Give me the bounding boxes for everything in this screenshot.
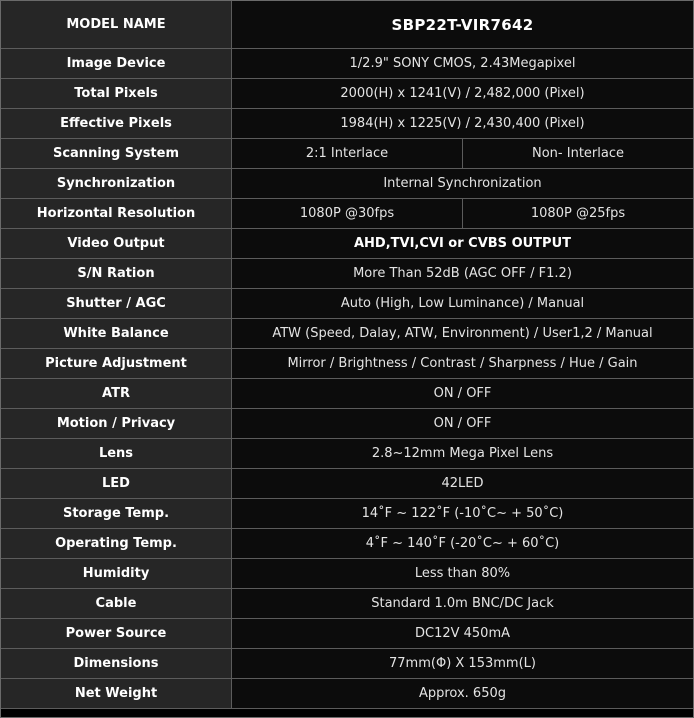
model-name-label: MODEL NAME — [1, 1, 232, 49]
spec-row-motion-privacy — [1, 409, 694, 439]
spec-row-effective-pixels — [1, 109, 694, 139]
spec-value: DC12V 450mA — [232, 619, 694, 649]
spec-value: AHD,TVI,CVI or CVBS OUTPUT — [232, 229, 694, 259]
spec-label: Motion / Privacy — [1, 409, 232, 439]
spec-value-30fps: 1080P @30fps — [232, 199, 463, 229]
spec-row-image-device — [1, 49, 694, 79]
spec-label: Cable — [1, 589, 232, 619]
spec-value: Approx. 650g — [232, 679, 694, 709]
spec-label: Effective Pixels — [1, 109, 232, 139]
spec-label: Lens — [1, 439, 232, 469]
spec-row-scanning-system — [1, 139, 694, 169]
spec-row-video-output — [1, 229, 694, 259]
spec-row-storage-temp — [1, 499, 694, 529]
spec-label: S/N Ration — [1, 259, 232, 289]
spec-row-horizontal-resolution — [1, 199, 694, 229]
spec-value: 1984(H) x 1225(V) / 2,430,400 (Pixel) — [232, 109, 694, 139]
spec-row-white-balance — [1, 319, 694, 349]
spec-label: Net Weight — [1, 679, 232, 709]
spec-value: More Than 52dB (AGC OFF / F1.2) — [232, 259, 694, 289]
spec-label: Dimensions — [1, 649, 232, 679]
model-name-row — [1, 1, 694, 49]
model-name-value: SBP22T-VIR7642 — [232, 1, 694, 49]
spec-value-25fps: 1080P @25fps — [463, 199, 694, 229]
spec-label: Storage Temp. — [1, 499, 232, 529]
spec-value-interlace: 2:1 Interlace — [232, 139, 463, 169]
spec-row-operating-temp — [1, 529, 694, 559]
spec-label: Horizontal Resolution — [1, 199, 232, 229]
spec-value: 77mm(Φ) X 153mm(L) — [232, 649, 694, 679]
spec-row-net-weight — [1, 679, 694, 709]
spec-value: Less than 80% — [232, 559, 694, 589]
spec-row-total-pixels — [1, 79, 694, 109]
spec-label: LED — [1, 469, 232, 499]
spec-value: Auto (High, Low Luminance) / Manual — [232, 289, 694, 319]
spec-row-shutter-agc — [1, 289, 694, 319]
spec-value: Internal Synchronization — [232, 169, 694, 199]
spec-value: 4˚F ~ 140˚F (-20˚C~ + 60˚C) — [232, 529, 694, 559]
spec-value: 2000(H) x 1241(V) / 2,482,000 (Pixel) — [232, 79, 694, 109]
spec-value: Mirror / Brightness / Contrast / Sharpness / Hue / Gain — [232, 349, 694, 379]
spec-row-led — [1, 469, 694, 499]
spec-row-synchronization — [1, 169, 694, 199]
spec-value: 14˚F ~ 122˚F (-10˚C~ + 50˚C) — [232, 499, 694, 529]
spec-label: Humidity — [1, 559, 232, 589]
spec-label: Scanning System — [1, 139, 232, 169]
spec-value: Standard 1.0m BNC/DC Jack — [232, 589, 694, 619]
spec-value: ON / OFF — [232, 409, 694, 439]
spec-row-humidity — [1, 559, 694, 589]
spec-value: 42LED — [232, 469, 694, 499]
spec-value-non-interlace: Non- Interlace — [463, 139, 694, 169]
spec-label: Total Pixels — [1, 79, 232, 109]
spec-label: Synchronization — [1, 169, 232, 199]
spec-row-sn-ration — [1, 259, 694, 289]
spec-row-dimensions — [1, 649, 694, 679]
spec-row-lens — [1, 439, 694, 469]
spec-value: ATW (Speed, Dalay, ATW, Environment) / User1,2 / Manual — [232, 319, 694, 349]
spec-value: 1/2.9" SONY CMOS, 2.43Megapixel — [232, 49, 694, 79]
spec-label: Video Output — [1, 229, 232, 259]
spec-label: Image Device — [1, 49, 232, 79]
spec-label: Shutter / AGC — [1, 289, 232, 319]
spec-label: White Balance — [1, 319, 232, 349]
spec-row-power-source — [1, 619, 694, 649]
spec-label: Picture Adjustment — [1, 349, 232, 379]
spec-value: 2.8~12mm Mega Pixel Lens — [232, 439, 694, 469]
spec-label: Operating Temp. — [1, 529, 232, 559]
spec-row-cable — [1, 589, 694, 619]
spec-row-atr — [1, 379, 694, 409]
spec-value: ON / OFF — [232, 379, 694, 409]
spec-label: ATR — [1, 379, 232, 409]
spec-row-picture-adjustment — [1, 349, 694, 379]
spec-label: Power Source — [1, 619, 232, 649]
